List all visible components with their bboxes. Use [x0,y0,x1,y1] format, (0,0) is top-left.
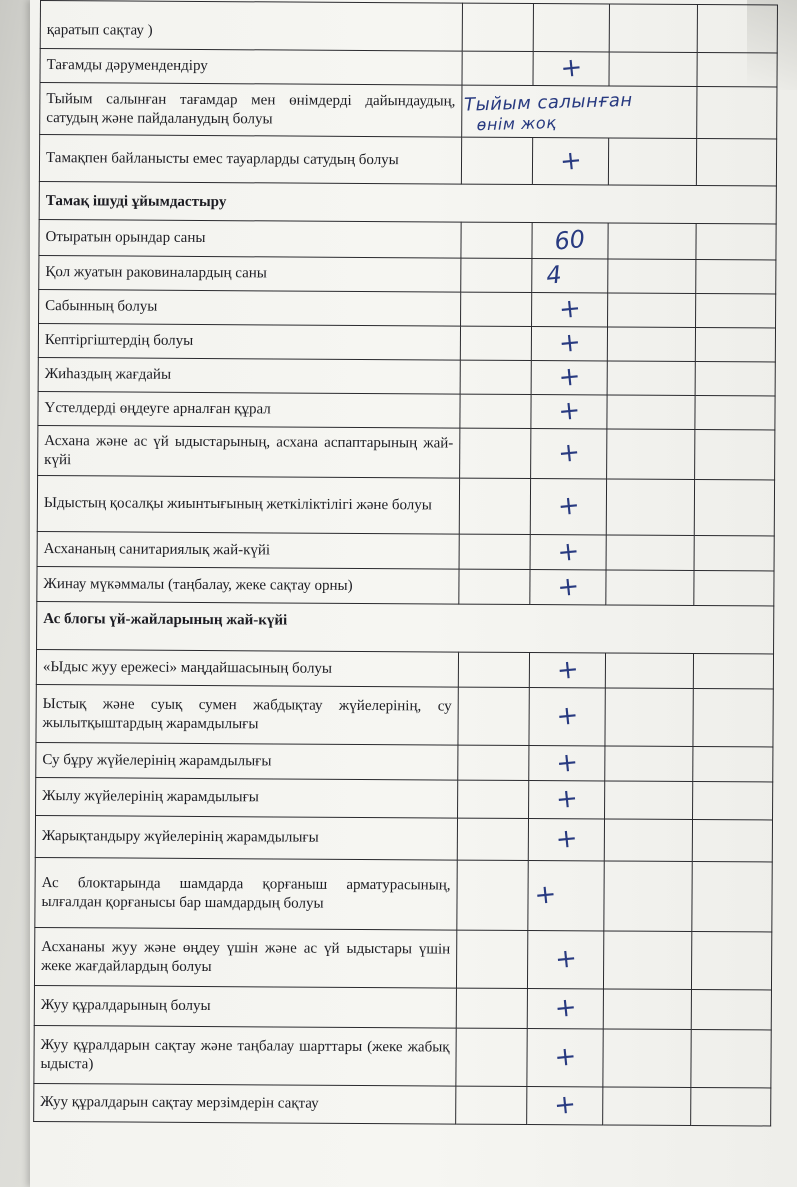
row-label: Жинау мүкәммалы (таңбалау, жеке сақтау орны) [37,566,459,604]
handwritten-mark: + [528,818,604,860]
table-row [38,323,775,362]
handwritten-mark: + [529,746,605,781]
section-row [39,181,776,224]
table-row [39,219,776,260]
row-label: Тамақпен байланысты емес тауарларды сатудың болуы [39,135,461,185]
row-label: Кептіргіштердің болуы [38,323,460,360]
handwritten-mark: + [531,395,607,429]
row-label: Жылу жүйелерінің жарамдылығы [36,777,458,818]
table-row [40,1,777,54]
handwritten-mark: + [529,781,605,819]
handwritten-mark: + [527,988,603,1028]
table-row [34,1025,771,1088]
handwritten-note: Тыйым салынған өнім жоқ [462,85,697,138]
row-label: «Ыдыс жуу ережесі» маңдайшасының болуы [36,649,458,687]
row-label: Асхананың санитариялық жай-күйі [37,531,459,569]
table-row [37,566,774,606]
table-row [37,531,774,571]
table-row [34,927,771,990]
table-row [40,83,777,140]
row-label: Үстелдерді өңдеуге арналған құрал [38,391,460,428]
handwritten-mark: + [528,860,604,930]
table-row [34,1083,771,1126]
handwritten-mark: + [527,1086,603,1124]
section-heading: Тамақ ішуді ұйымдастыру [39,181,776,224]
handwritten-value: 4 [532,259,608,293]
row-label: Жуу құралдарын сақтау мерзімдерін сақтау [34,1083,456,1124]
handwritten-mark: + [531,361,607,395]
table-row [40,49,777,88]
row-label: Ас блоктарында шамдарда қорғаныш арматурасының, ылғалдан қорғанысы бар шамдардың болуы [35,857,457,930]
row-label: Асхана және ас үй ыдыстарының, асхана аспаптарының жай-күйі [38,425,460,478]
table-row [39,255,776,294]
table-row [35,857,772,932]
table-row [38,391,775,430]
row-label: Ыдыстың қосалқы жиынтығының жеткіліктілігі және болуы [37,475,459,534]
row-label: Отыратын орындар саны [39,219,461,258]
handwritten-mark: + [530,535,606,570]
handwritten-mark: + [527,1028,603,1086]
row-label: Тыйым салынған тағамдар мен өнімдерді дайындаудың, сатудың және пайдаланудың болуы [40,83,462,138]
document-page [30,0,797,1187]
table-row [38,425,775,480]
row-label: қаратып сақтау ) [40,1,462,52]
section-row [37,601,774,654]
row-label: Жарықтандыру жүйелерінің жарамдылығы [35,815,457,860]
row-label: Сабынның болуы [39,289,461,326]
handwritten-mark: + [530,570,606,605]
handwritten-mark: + [529,653,605,688]
table-row [34,985,771,1030]
table-row [36,649,773,689]
handwritten-mark: + [529,688,605,746]
handwritten-mark: + [532,293,608,327]
handwritten-mark: + [533,52,609,86]
row-label: Қол жуатын раковиналардың саны [39,255,461,292]
handwritten-mark: + [527,930,603,988]
inspection-table [33,0,778,1126]
table-row [39,135,776,187]
table-row [35,815,772,862]
table-row [36,684,773,747]
handwritten-value: 60 [532,223,608,259]
section-heading: Ас блогы үй-жайларының жай-күйі [37,601,774,654]
table-row [36,742,773,782]
table-row [38,357,775,396]
table-row [39,289,776,328]
handwritten-mark: + [530,479,606,535]
handwritten-mark: + [531,429,607,479]
table-row [36,777,773,820]
row-label: Асхананы жуу және өңдеу үшін және ас үй ыдыстары үшін жеке жағдайлардың болуы [34,927,456,988]
row-label: Жуу құралдарын сақтау және таңбалау шарттары (жеке жабық ыдыста) [34,1025,456,1086]
table-row [37,475,774,536]
row-label: Ыстық және суық сумен жабдықтау жүйелерінің, су жылытқыштардың жарамдылығы [36,684,458,745]
row-label: Жуу құралдарының болуы [34,985,456,1028]
row-label: Су бұру жүйелерінің жарамдылығы [36,742,458,780]
handwritten-mark [533,4,609,52]
handwritten-mark: + [531,327,607,361]
handwritten-mark: + [532,138,608,185]
row-label: Жиһаздың жағдайы [38,357,460,394]
row-label: Тағамды дәрумендендіру [40,49,462,86]
